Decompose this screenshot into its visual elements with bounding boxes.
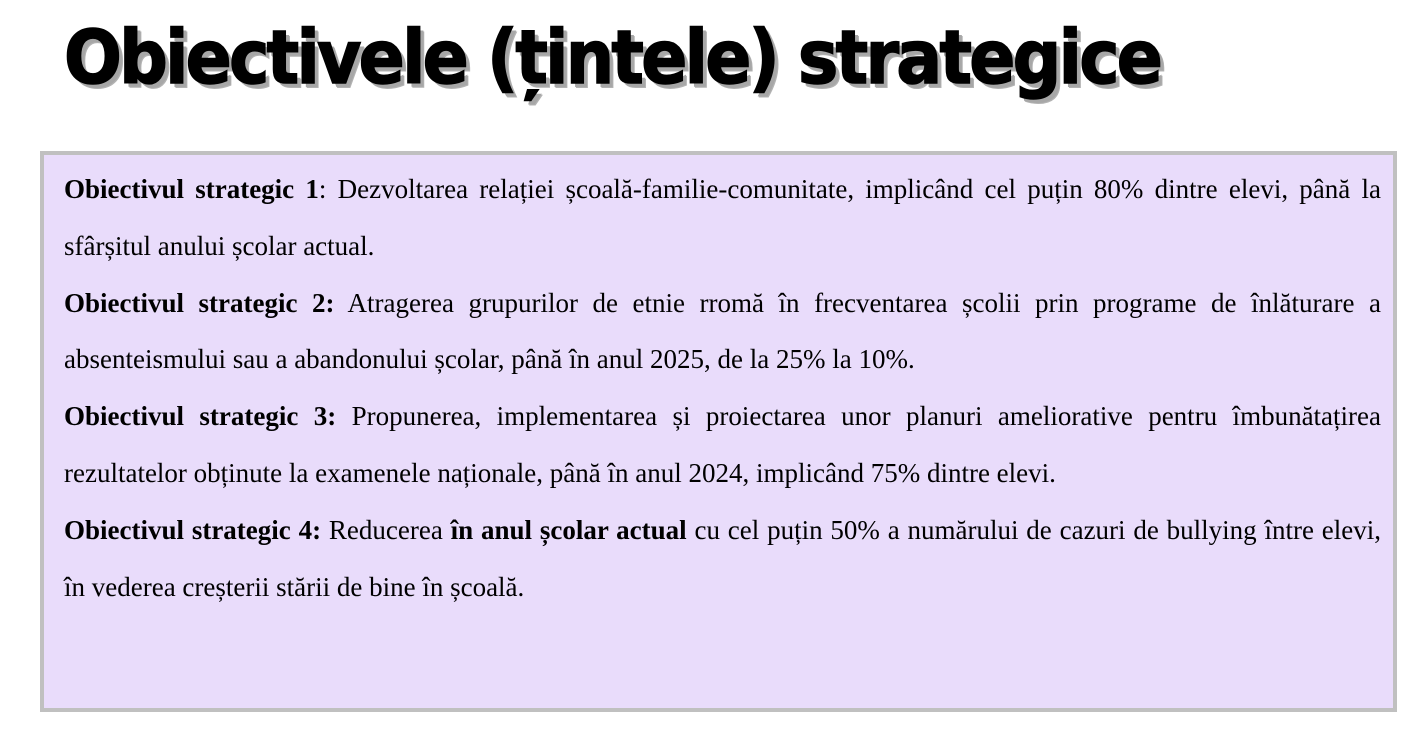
page-title: Obiectivele (țintele) strategice: [64, 15, 1161, 101]
objective-label-separator: :: [318, 174, 338, 204]
objectives-list: [64, 161, 1381, 615]
objectives-box: [40, 151, 1397, 712]
objective-3: [64, 388, 1381, 502]
objective-1: [64, 161, 1381, 275]
objective-text: Atragerea grupurilor de etnie rromă în frecventarea școlii prin programe de înlăturare a absenteismului sau a abandonului școlar, până în anul 2025, de la 25% la 10%.: [64, 287, 1381, 375]
objective-4: [64, 502, 1381, 616]
objective-text-after: cu cel puțin 50% a numărului de cazuri de bullying între elevi, în vederea creșterii stării de bine în școală.: [64, 514, 1382, 602]
objective-2: [64, 275, 1381, 389]
objective-label: Obiectivul strategic 4:: [64, 514, 322, 545]
objective-text: Dezvoltarea relației școală-familie-comunitate, implicând cel puțin 80% dintre elevi, până la sfârșitul anului școlar actual.: [64, 174, 1381, 261]
objective-text: Propunerea, implementarea și proiectarea unor planuri ameliorative pentru îmbunătațirea rezultatelor obținute la examenele naționale, până în anul 2024, implicând 75% dintre elevi.: [64, 401, 1381, 488]
objective-label: Obiectivul strategic 3:: [64, 401, 337, 432]
objective-emphasis: în anul școlar actual: [450, 514, 687, 545]
objective-label: Obiectivul strategic 2:: [64, 287, 335, 318]
objective-text-before: Reducerea: [328, 514, 451, 545]
objective-label: Obiectivul strategic 1: [64, 174, 319, 204]
